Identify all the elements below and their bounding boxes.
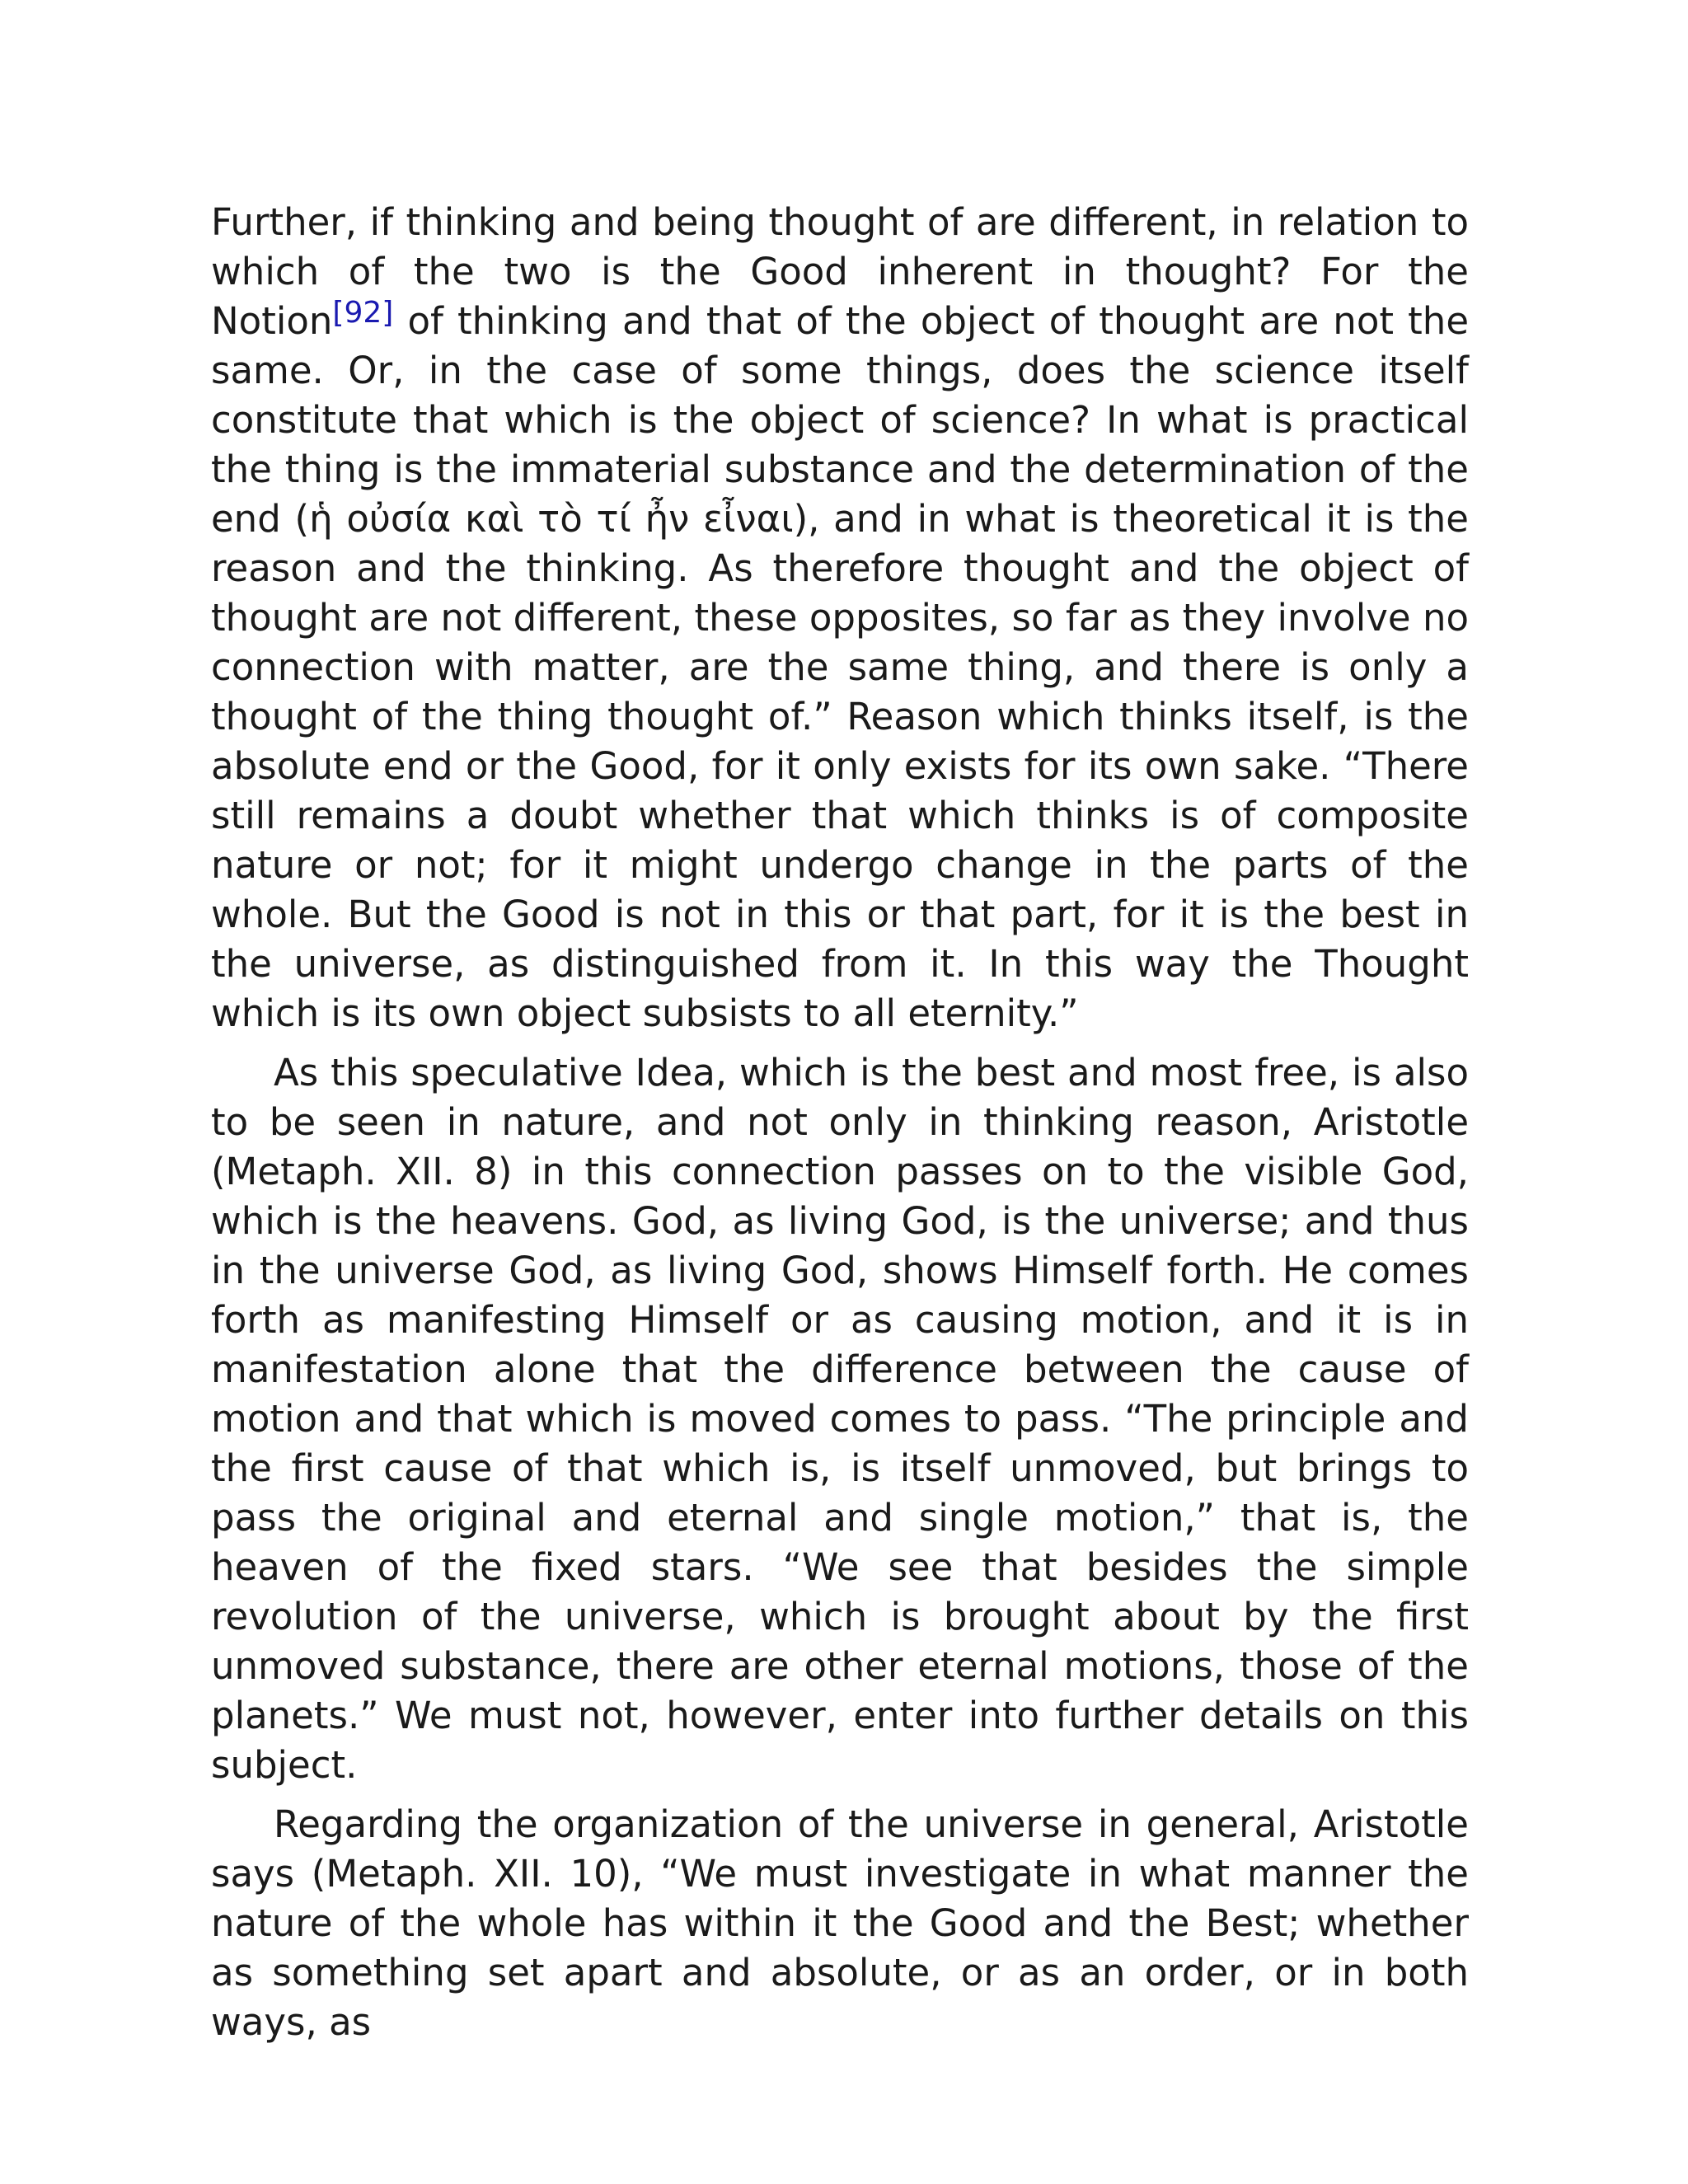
document-page <box>211 198 1469 2047</box>
footnote-link-92[interactable]: [92] <box>332 296 394 330</box>
paragraph-1 <box>211 198 1469 1038</box>
paragraph-1-text-start: Further, if thinking and being thought of are different, in relation to which of the two is the Good inherent in thought? For the Notion <box>211 200 1469 343</box>
paragraph-2: As this speculative Idea, which is the best and most free, is also to be seen in nature, and not only in thinking reason, Aristotle (Metaph. XII. 8) in this connection passes on to the visible God, which is the heavens. God, as living God, is the universe; and thus in the universe God, as living God, shows Himself forth. He comes forth as manifesting Himself or as causing motion, and it is in manifestation alone that the difference between the cause of motion and that which is moved comes to pass. “The principle and the first cause of that which is, is itself unmoved, but brings to pass the original and eternal and single motion,” that is, the heaven of the fixed stars. “We see that besides the simple revolution of the universe, which is brought about by the first unmoved substance, there are other eternal motions, those of the planets.” We must not, however, enter into further details on this subject. <box>211 1051 1469 1787</box>
paragraph-3: Regarding the organization of the universe in general, Aristotle says (Metaph. XII. 10), “We must investigate in what manner the nature of the whole has within it the Good and the Best; whether as something set apart and absolute, or as an order, or in both ways, as <box>211 1802 1469 2044</box>
paragraph-1-text-end: of thinking and that of the object of thought are not the same. Or, in the case of some things, does the science itself constitute that which is the object of science? In what is practical the thing is the immaterial substance and the determination of the end (ἡ οὐσία καὶ τὸ τί ἦν εἶναι), and in what is theoretical it is the reason and the thinking. As therefore thought and the object of thought are not different, these opposites, so far as they involve no connection with matter, are the same thing, and there is only a thought of the thing thought of.” Reason which thinks itself, is the absolute end or the Good, for it only exists for its own sake. “There still remains a doubt whether that which thinks is of composite nature or not; for it might undergo change in the parts of the whole. But the Good is not in this or that part, for it is the best in the universe, as distinguished from it. In this way the Thought which is its own object subsists to all eternity.” <box>211 299 1469 1035</box>
